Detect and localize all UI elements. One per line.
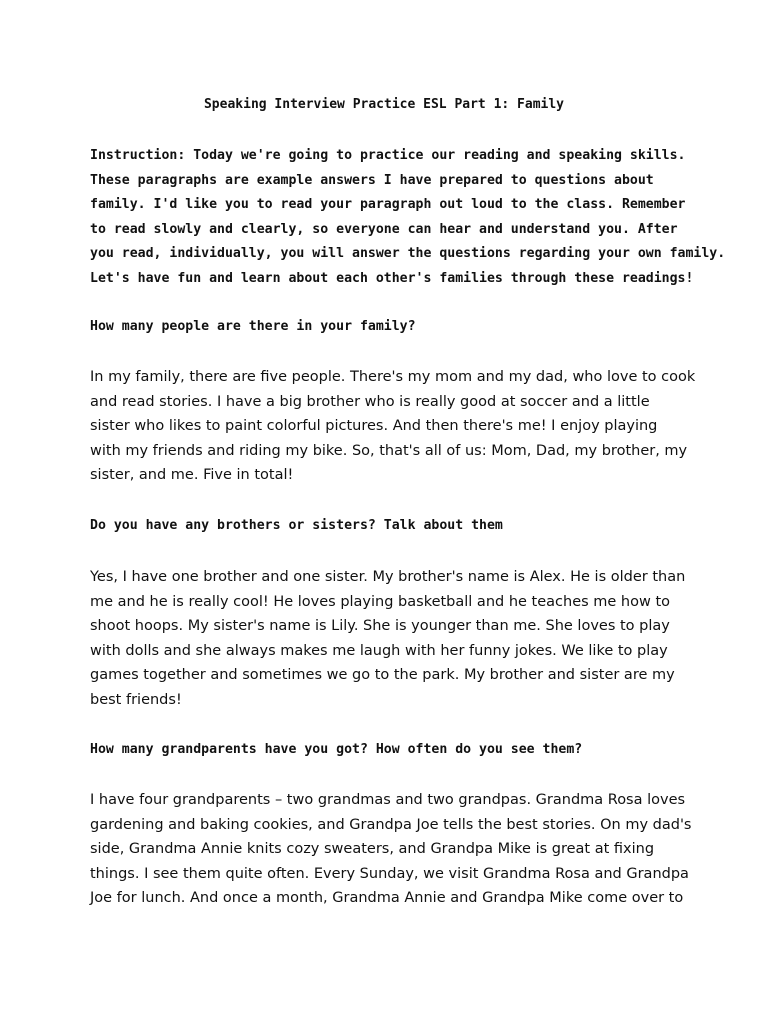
answer-line: sister who likes to paint colorful pictures. And then there's me! I enjoy playing <box>90 418 658 435</box>
answer-line: me and he is really cool! He loves playing basketball and he teaches me how to <box>90 593 671 610</box>
answer-line: In my family, there are five people. There's my mom and my dad, who love to cook <box>90 369 696 385</box>
answer-line: Yes, I have one brother and one sister. My brother's name is Alex. He is older than <box>90 569 686 585</box>
answer-line: Joe for lunch. And once a month, Grandma Annie and Grandpa Mike come over to <box>90 890 684 907</box>
instruction-line: Let's have fun and learn about each other's families through these readings! <box>90 270 694 286</box>
answer-line: I have four grandparents – two grandmas and two grandpas. Grandma Rosa loves <box>90 792 686 808</box>
answer-paragraph <box>90 365 696 488</box>
answer-line: with dolls and she always makes me laugh with her funny jokes. We like to play <box>90 642 668 659</box>
instruction-line: to read slowly and clearly, so everyone can hear and understand you. After <box>90 221 678 237</box>
answer-line: side, Grandma Annie knits cozy sweaters, and Grandpa Mike is great at fixing <box>90 841 655 858</box>
question-heading: How many people are there in your family? <box>90 319 416 334</box>
instruction-paragraph <box>90 144 726 292</box>
instruction-line: family. I'd like you to read your paragraph out loud to the class. Remember <box>90 197 686 213</box>
answer-line: things. I see them quite often. Every Sunday, we visit Grandma Rosa and Grandpa <box>90 865 689 882</box>
answer-line: best friends! <box>90 691 182 708</box>
answer-line: with my friends and riding my bike. So, that's all of us: Mom, Dad, my brother, my <box>90 442 688 459</box>
answer-paragraph <box>90 565 690 713</box>
document-title: Speaking Interview Practice ESL Part 1: Family <box>203 97 565 112</box>
question-heading: How many grandparents have you got? How often do you see them? <box>90 742 583 757</box>
instruction-line: you read, individually, you will answer the questions regarding your own family. <box>90 246 726 262</box>
answer-line: shoot hoops. My sister's name is Lily. She is younger than me. She loves to play <box>90 618 670 635</box>
answer-paragraph <box>90 788 690 911</box>
answer-line: gardening and baking cookies, and Grandpa Joe tells the best stories. On my dad's <box>90 816 692 833</box>
question-heading: Do you have any brothers or sisters? Talk about them <box>90 518 503 533</box>
answer-line: sister, and me. Five in total! <box>90 467 294 484</box>
answer-line: and read stories. I have a big brother who is really good at soccer and a little <box>90 393 650 410</box>
instruction-line: Instruction: Today we're going to practice our reading and speaking skills. <box>90 148 686 163</box>
answer-line: games together and sometimes we go to the park. My brother and sister are my <box>90 667 675 684</box>
instruction-line: These paragraphs are example answers I have prepared to questions about <box>90 172 654 188</box>
